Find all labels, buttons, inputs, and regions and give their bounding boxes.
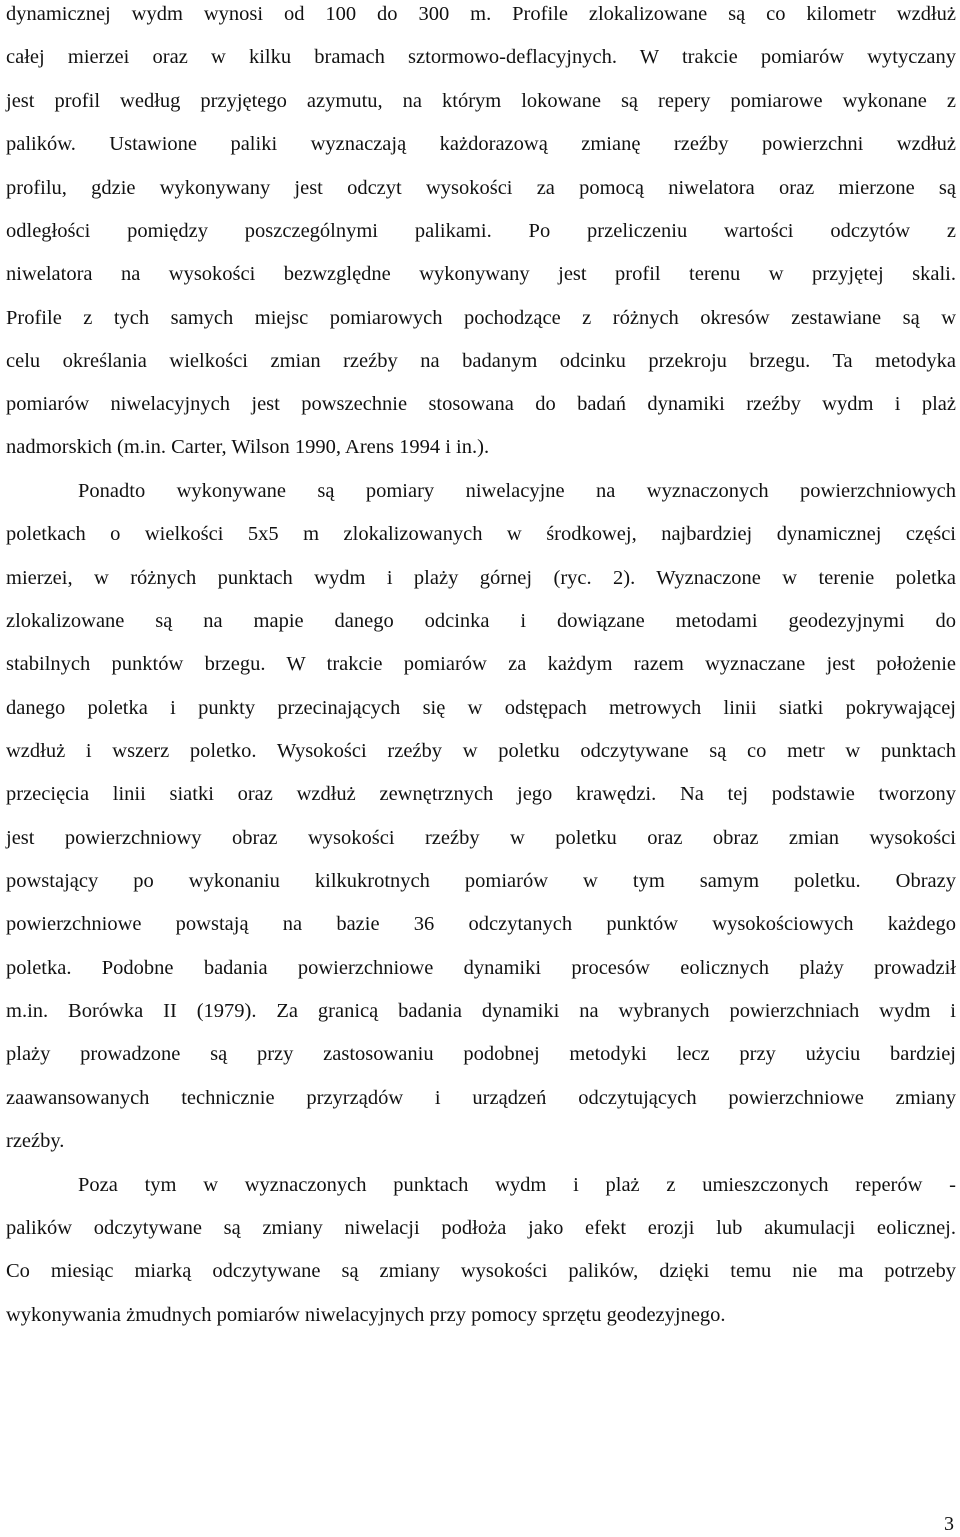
text-line: m.in. Borówka II (1979). Za granicą badania dynamiki na wybranych powierzchniach wydm i	[6, 1000, 956, 1022]
text-line: jest profil według przyjętego azymutu, na którym lokowane są repery pomiarowe wykonane z	[6, 90, 956, 112]
text-line: mierzei, w różnych punktach wydm i plaży górnej (ryc. 2). Wyznaczone w terenie poletka	[6, 567, 956, 589]
text-line: wzdłuż i wszerz poletko. Wysokości rzeźby w poletku odczytywane są co metr w punktach	[6, 740, 956, 762]
text-line: zaawansowanych technicznie przyrządów i urządzeń odczytujących powierzchniowe zmiany	[6, 1087, 956, 1109]
text-line: pomiarów niwelacyjnych jest powszechnie stosowana do badań dynamiki rzeźby wydm i plaż	[6, 393, 956, 415]
text-line: poletka. Podobne badania powierzchniowe dynamiki procesów eolicznych plaży prowadził	[6, 957, 956, 979]
text-line: poletkach o wielkości 5x5 m zlokalizowanych w środkowej, najbardziej dynamicznej części	[6, 523, 956, 545]
paragraph-first-line: Ponadto wykonywane są pomiary niwelacyjne na wyznaczonych powierzchniowych	[78, 480, 956, 502]
text-line: zlokalizowane są na mapie danego odcinka i dowiązane metodami geodezyjnymi do	[6, 610, 956, 632]
text-line: profilu, gdzie wykonywany jest odczyt wysokości za pomocą niwelatora oraz mierzone są	[6, 177, 956, 199]
text-line: palików. Ustawione paliki wyznaczają każdorazową zmianę rzeźby powierzchni wzdłuż	[6, 133, 956, 155]
text-line: rzeźby.	[6, 1130, 65, 1152]
text-line: niwelatora na wysokości bezwzględne wykonywany jest profil terenu w przyjętej skali.	[6, 263, 956, 285]
text-line: wykonywania żmudnych pomiarów niwelacyjnych przy pomocy sprzętu geodezyjnego.	[6, 1304, 726, 1326]
text-line: stabilnych punktów brzegu. W trakcie pomiarów za każdym razem wyznaczane jest położenie	[6, 653, 956, 675]
text-line: przecięcia linii siatki oraz wzdłuż zewnętrznych jego krawędzi. Na tej podstawie tworzony	[6, 783, 956, 805]
text-line: dynamicznej wydm wynosi od 100 do 300 m. Profile zlokalizowane są co kilometr wzdłuż	[6, 3, 956, 25]
text-line: powstający po wykonaniu kilkukrotnych pomiarów w tym samym poletku. Obrazy	[6, 870, 956, 892]
text-line: celu określania wielkości zmian rzeźby na badanym odcinku przekroju brzegu. Ta metodyka	[6, 350, 956, 372]
text-line: nadmorskich (m.in. Carter, Wilson 1990, Arens 1994 i in.).	[6, 436, 490, 458]
text-line: powierzchniowe powstają na bazie 36 odczytanych punktów wysokościowych każdego	[6, 913, 956, 935]
text-line: Profile z tych samych miejsc pomiarowych pochodzące z różnych okresów zestawiane są w	[6, 307, 956, 329]
text-line: jest powierzchniowy obraz wysokości rzeźby w poletku oraz obraz zmian wysokości	[6, 827, 956, 849]
paragraph-first-line: Poza tym w wyznaczonych punktach wydm i plaż z umieszczonych reperów -	[78, 1174, 956, 1196]
text-line: plaży prowadzone są przy zastosowaniu podobnej metodyki lecz przy użyciu bardziej	[6, 1043, 956, 1065]
text-line: całej mierzei oraz w kilku bramach sztormowo-deflacyjnych. W trakcie pomiarów wytyczany	[6, 46, 956, 68]
text-line: danego poletka i punkty przecinających się w odstępach metrowych linii siatki pokrywającej	[6, 697, 956, 719]
page-number: 3	[944, 1513, 954, 1535]
text-line: palików odczytywane są zmiany niwelacji podłoża jako efekt erozji lub akumulacji eolicznej.	[6, 1217, 956, 1239]
text-line: Co miesiąc miarką odczytywane są zmiany wysokości palików, dzięki temu nie ma potrzeby	[6, 1260, 956, 1282]
text-line: odległości pomiędzy poszczególnymi palikami. Po przeliczeniu wartości odczytów z	[6, 220, 956, 242]
